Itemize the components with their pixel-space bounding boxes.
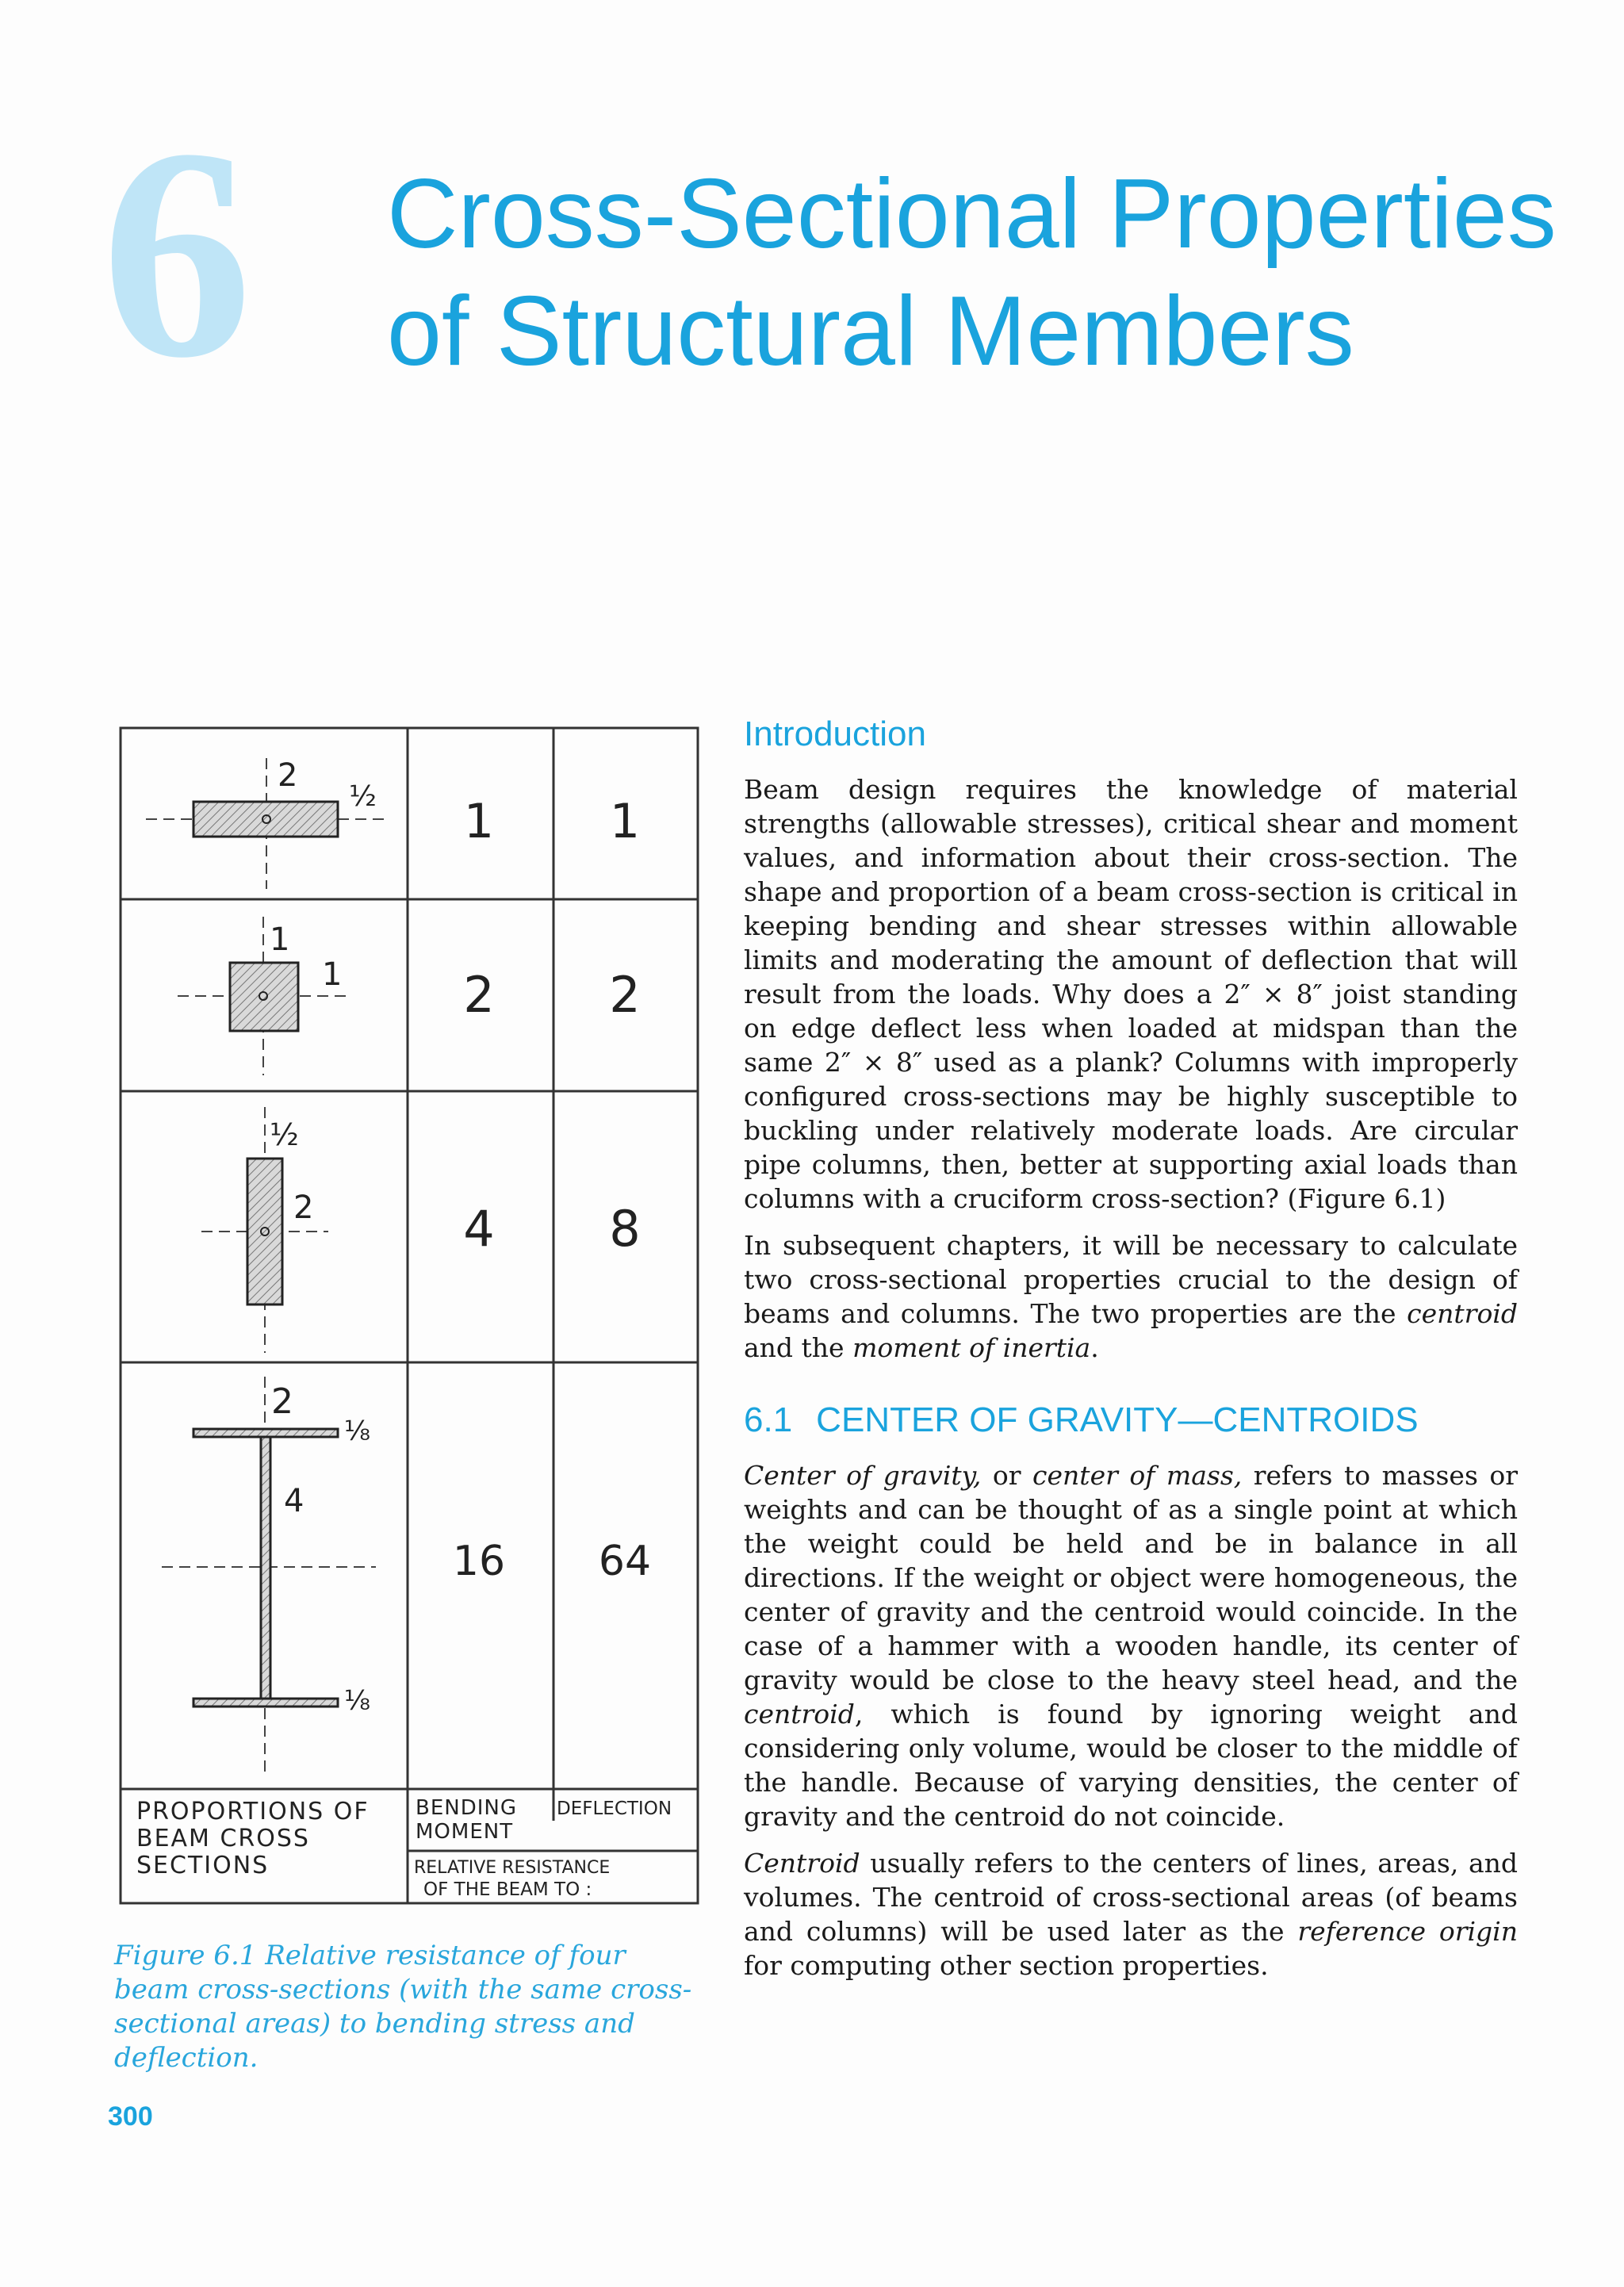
introduction-heading: Introduction <box>744 714 926 753</box>
table-grid <box>121 728 698 1903</box>
section-heading <box>744 1400 1518 1441</box>
term-centroid: centroid <box>1407 1298 1518 1329</box>
square-depth-label: 1 <box>322 956 343 993</box>
section-plank <box>146 757 384 889</box>
joist-depth-label: 2 <box>293 1189 314 1226</box>
section-joist <box>201 1107 328 1353</box>
footer-proportions-line3: SECTIONS <box>136 1852 270 1879</box>
footer-relative-line1: RELATIVE RESISTANCE <box>414 1858 611 1878</box>
row3-bending: 4 <box>463 1200 495 1258</box>
chapter-title <box>387 155 1576 390</box>
square-width-label: 1 <box>270 921 290 958</box>
footer-proportions-line1: PROPORTIONS OF <box>136 1798 370 1825</box>
row4-bending: 16 <box>452 1538 506 1585</box>
ibeam-top-flange-label: ⅛ <box>344 1415 370 1447</box>
figure-drawing <box>114 726 701 1916</box>
row1-deflection: 1 <box>609 794 641 849</box>
row4-deflection: 64 <box>598 1538 652 1585</box>
ibeam-flange-width-label: 2 <box>271 1381 293 1422</box>
row2-deflection: 2 <box>609 966 641 1024</box>
term-moment-of-inertia: moment of inertia <box>852 1332 1091 1363</box>
intro-paragraph-2: In subsequent chapters, it will be necessary to calculate two cross-sectional properties crucial to the design of beams and columns. The two properties are the centroid and the moment of inertia. <box>744 1230 1518 1363</box>
footer-deflection: DEFLECTION <box>557 1799 672 1819</box>
joist-width-label: ½ <box>270 1117 299 1152</box>
figure-footer <box>136 1796 672 1900</box>
footer-bending-line2: MOMENT <box>416 1820 514 1844</box>
plank-width-label: 2 <box>278 757 298 794</box>
footer-proportions-line2: BEAM CROSS <box>136 1825 310 1852</box>
row2-bending: 2 <box>463 966 495 1024</box>
row1-bending: 1 <box>463 794 495 849</box>
page-number: 300 <box>108 2101 153 2132</box>
footer-bending-line1: BENDING <box>416 1796 517 1820</box>
figure-caption: Figure 6.1 Relative resistance of four beam cross-sections (with the same cross-sectional areas) to bending stress and deflection. <box>114 1940 692 2074</box>
intro-paragraph-1: Beam design requires the knowledge of material strengths (allowable stresses), critical shear and moment values, and information about their cross-section. The shape and proportion of a beam cross-section is critical in keeping bending and shear stresses within allowable limits and moderating the amount of deflection that will result from the loads. Why does a 2″ × 8″ joist standing on edge deflect less when loaded at midspan than the same 2″ × 8″ used as a plank? Columns with improperly configured cross-sections may be highly susceptible to buckling under relatively moderate loads. Are circular pipe columns, then, better at supporting axial loads than columns with a cruciform cross-section? (Figure 6.1) <box>744 774 1518 1214</box>
section-square <box>178 917 352 1075</box>
chapter-number: 6 <box>102 86 252 420</box>
ibeam-bottom-flange-label: ⅛ <box>344 1685 370 1717</box>
section-paragraph-2: Centroid usually refers to the centers of lines, areas, and volumes. The centroid of cross-sectional areas (of beams and columns) will be used later as the reference origin for computing other section properties. <box>744 1848 1518 1981</box>
chapter-title-line1: Cross-Sectional Properties <box>387 159 1557 269</box>
ibeam-depth-label: 4 <box>284 1483 304 1519</box>
chapter-title-line2: of Structural Members <box>387 277 1354 386</box>
main-text-column <box>744 714 1518 1995</box>
section-i-beam <box>162 1377 376 1773</box>
figure-6-1 <box>114 726 701 1916</box>
section-title: CENTER OF GRAVITY—CENTROIDS <box>816 1400 1419 1439</box>
footer-relative-line2: OF THE BEAM TO : <box>423 1879 592 1900</box>
section-number: 6.1 <box>744 1400 793 1439</box>
row3-deflection: 8 <box>609 1200 641 1258</box>
section-paragraph-1: Center of gravity, or center of mass, refers to masses or weights and can be thought of as a single point at which the weight could be held and be in balance in all directions. If the weight or object were homogeneous, the center of gravity and the centroid would coincide. In the case of a hammer with a wooden handle, its center of gravity would be close to the heavy steel head, and the centroid, which is found by ignoring weight and considering only volume, would be closer to the middle of the handle. Because of varying densities, the center of gravity and the centroid do not coincide. <box>744 1460 1519 1832</box>
plank-depth-label: ½ <box>349 780 377 813</box>
